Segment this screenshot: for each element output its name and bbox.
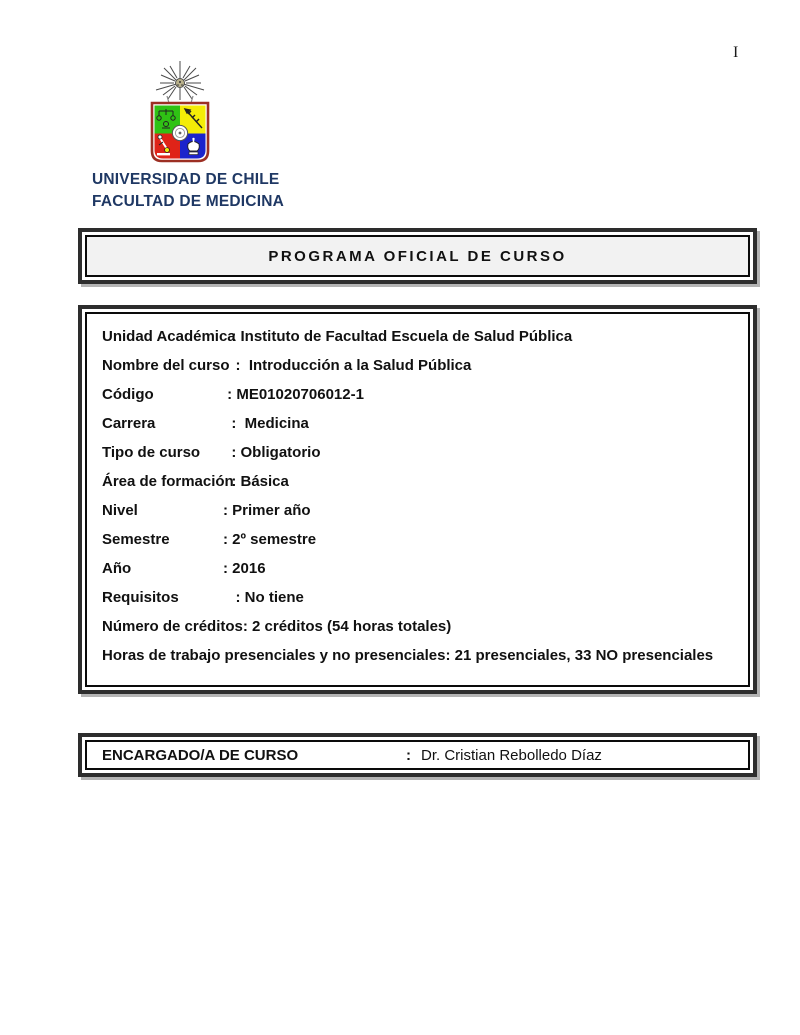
crest-medallion — [172, 125, 187, 140]
organization-header — [92, 169, 284, 213]
field-label: Código — [102, 386, 154, 403]
field-label: Área de formación — [102, 473, 234, 490]
document-title: PROGRAMA OFICIAL DE CURSO — [268, 247, 567, 265]
field-value: : Introducción a la Salud Pública — [223, 357, 472, 374]
page-number: I — [733, 44, 739, 61]
table-row — [102, 438, 734, 467]
field-value: : Obligatorio — [223, 444, 321, 461]
table-row — [102, 554, 734, 583]
university-name: UNIVERSIDAD DE CHILE — [92, 171, 280, 188]
manager-separator: : — [406, 746, 411, 764]
field-label: Horas de trabajo presenciales y no presenciales: 21 presenciales, 33 NO presenciales — [102, 647, 714, 664]
field-label: Nivel — [102, 502, 138, 519]
field-value: : Básica — [223, 473, 289, 490]
table-row — [102, 322, 734, 351]
table-row — [102, 583, 734, 612]
table-row — [102, 496, 734, 525]
field-label: Número de créditos: 2 créditos (54 horas totales) — [102, 618, 452, 635]
field-label: Requisitos — [102, 589, 179, 606]
field-label: Carrera — [102, 415, 156, 432]
faculty-name: FACULTAD DE MEDICINA — [92, 193, 284, 210]
table-row — [102, 351, 734, 380]
course-manager-box — [78, 733, 757, 777]
field-value: : Instituto de Facultad Escuela de Salud Pública — [223, 328, 573, 345]
table-row — [102, 641, 734, 670]
starburst-icon — [156, 61, 204, 100]
field-value: : 2016 — [223, 560, 266, 577]
field-value: : Primer año — [223, 502, 311, 519]
field-value: : 2º semestre — [223, 531, 317, 548]
manager-name: Dr. Cristian Rebolledo Díaz — [421, 746, 602, 764]
university-crest-logo — [146, 58, 216, 168]
table-row — [102, 525, 734, 554]
table-row — [102, 467, 734, 496]
table-row — [102, 380, 734, 409]
table-row — [102, 612, 734, 641]
field-label: Unidad Académica — [102, 328, 236, 345]
course-info-box — [78, 305, 757, 694]
field-value: : ME01020706012-1 — [223, 386, 364, 403]
program-title-box — [78, 228, 757, 284]
field-value: : Medicina — [223, 415, 309, 432]
manager-label: ENCARGADO/A DE CURSO — [102, 746, 299, 764]
field-label: Semestre — [102, 531, 170, 548]
field-label: Tipo de curso — [102, 444, 201, 461]
table-row — [102, 409, 734, 438]
field-label: Año — [102, 560, 132, 577]
field-value: : No tiene — [223, 589, 304, 606]
crest-shield — [152, 103, 208, 161]
field-label: Nombre del curso — [102, 357, 230, 374]
